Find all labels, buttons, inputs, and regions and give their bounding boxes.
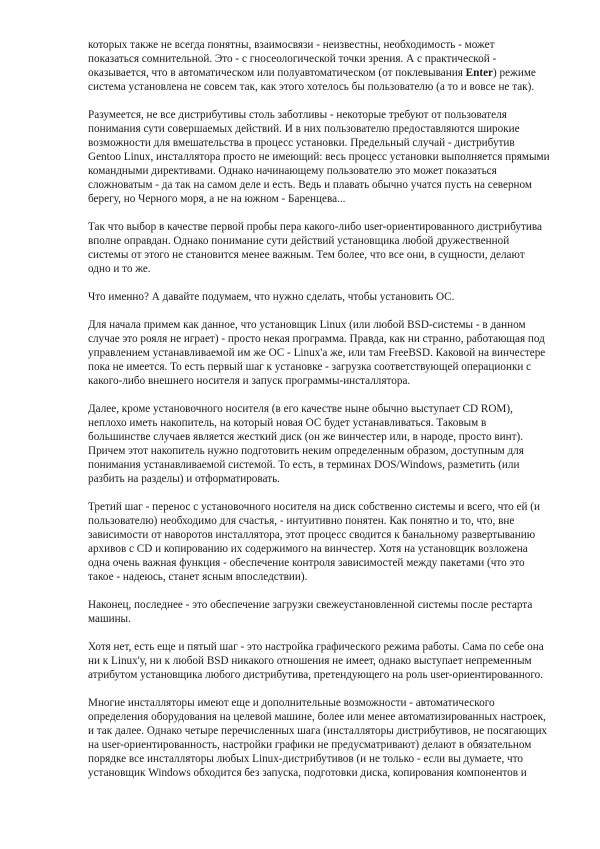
- text-line: [88, 598, 558, 612]
- text-line: [88, 668, 558, 682]
- text-segment: ) режиме: [493, 67, 536, 79]
- text-line: [88, 318, 558, 332]
- text-line: [88, 458, 558, 472]
- text-segment: понимания сути совершаемых действий. И в них пользователю предоставляются широкие: [88, 123, 520, 135]
- paragraph: [88, 500, 558, 584]
- text-segment: Так что выбор в качестве первой пробы пера какого-либо user-ориентированного дистрибутива: [88, 221, 542, 233]
- text-segment: которых также не всегда понятны, взаимосвязи - неизвестны, необходимость - может: [88, 39, 495, 51]
- text-segment: архивов с CD и копированию их содержимого на винчестер. Хотя на установщик возложена: [88, 543, 528, 555]
- text-segment: Третий шаг - перенос с установочного носителя на диск собственно системы и всего, что ей (и: [88, 501, 540, 513]
- text-line: [88, 66, 558, 80]
- text-segment: пока не имеется. То есть первый шаг к установке - загрузка соответствующей операционки с: [88, 361, 532, 373]
- text-segment: сложноватым - да так на самом деле и есть. Ведь и плавать обычно учатся пусть на северном: [88, 179, 533, 191]
- text-line: [88, 374, 558, 388]
- text-segment: одно и то же.: [88, 263, 151, 275]
- text-segment: Многие инсталляторы имеют еще и дополнительные возможности - автоматического: [88, 697, 495, 709]
- text-segment: оказывается, что в автоматическом или полуавтоматическом (от поклевывания: [88, 67, 466, 79]
- text-line: [88, 136, 558, 150]
- text-line: [88, 402, 558, 416]
- text-line: [88, 444, 558, 458]
- text-line: [88, 514, 558, 528]
- text-segment: Для начала примем как данное, что установщик Linux (или любой BSD-системы - в данном: [88, 319, 526, 331]
- paragraph: [88, 38, 558, 94]
- text-line: [88, 150, 558, 164]
- text-line: [88, 80, 558, 94]
- text-line: [88, 248, 558, 262]
- text-line: [88, 556, 558, 570]
- text-segment: Gentoo Linux, инсталлятора просто не имеющий: весь процесс установки выполняется прямыми: [88, 151, 550, 163]
- text-line: [88, 710, 558, 724]
- text-line: [88, 346, 558, 360]
- text-line: [88, 178, 558, 192]
- text-segment: машины.: [88, 613, 131, 625]
- text-line: [88, 262, 558, 276]
- text-segment: одна очень важная функция - обеспечение контроля зависимостей между пакетами (что это: [88, 557, 525, 569]
- text-line: [88, 122, 558, 136]
- text-segment: Наконец, последнее - это обеспечение загрузки свежеустановленной системы после рестарта: [88, 599, 533, 611]
- text-line: [88, 290, 558, 304]
- text-segment: система установлена не совсем так, как этого хотелось бы пользователю (а то и вовсе не так).: [88, 81, 535, 93]
- text-segment: Хотя нет, есть еще и пятый шаг - это настройка графического режима работы. Сама по себе она: [88, 641, 544, 653]
- text-line: [88, 654, 558, 668]
- text-line: [88, 528, 558, 542]
- text-line: [88, 192, 558, 206]
- text-segment: понимания устанавливаемой системой. То есть, в терминах DOS/Windows, разметить (или: [88, 459, 520, 471]
- text-segment: порядке все инсталляторы любых Linux-дистрибутивов (и не только - если вы думаете, что: [88, 753, 524, 765]
- text-segment: ни к Linux'у, ни к любой BSD никакого отношения не имеет, однако выступает непременным: [88, 655, 532, 667]
- text-segment: возможности для вмешательства в процесс установки. Предельный случай - дистрибутив: [88, 137, 515, 149]
- text-segment: пользователю) необходимо для счастья, - интуитивно понятен. Как понятно и то, что, вне: [88, 515, 515, 527]
- document-body: [88, 38, 558, 794]
- text-line: [88, 640, 558, 654]
- text-line: [88, 696, 558, 710]
- text-line: [88, 234, 558, 248]
- paragraph: [88, 402, 558, 486]
- text-segment: большинстве случаев является жесткий диск (он же винчестер или, в народе, просто винт).: [88, 431, 524, 443]
- text-line: [88, 738, 558, 752]
- text-segment: Далее, кроме установочного носителя (в его качестве ныне обычно выступает CD ROM),: [88, 403, 513, 415]
- text-segment: показаться сомнительной. Это - с гносеологической точки зрения. А с практической -: [88, 53, 497, 65]
- text-segment: Что именно? А давайте подумаем, что нужно сделать, чтобы установить ОС.: [88, 291, 455, 303]
- text-segment: вполне оправдан. Однако понимание сути действий установщика любой дружественной: [88, 235, 510, 247]
- text-line: [88, 500, 558, 514]
- text-line: [88, 766, 558, 780]
- text-segment: и так далее. Однако четыре перечисленных шага (инсталляторы дистрибутивов, не посягающих: [88, 725, 548, 737]
- text-segment: на user-ориентированность, настройки графики не предусматривают) делают в обязательном: [88, 739, 532, 751]
- text-segment: системы от этого не становится менее важным. Тем более, что все они, в сущности, делают: [88, 249, 525, 261]
- text-line: [88, 332, 558, 346]
- text-line: [88, 472, 558, 486]
- text-line: [88, 52, 558, 66]
- text-line: [88, 108, 558, 122]
- text-segment: установщик Windows обходится без запуска, подготовки диска, копирования компонентов и: [88, 767, 527, 779]
- text-segment: определения оборудования на целевой машине, более или менее автоматизированных настроек,: [88, 711, 546, 723]
- text-line: [88, 220, 558, 234]
- text-line: [88, 752, 558, 766]
- text-segment: атрибутом установщика любого дистрибутива, претендующего на роль user-ориентированного.: [88, 669, 544, 681]
- text-line: [88, 38, 558, 52]
- paragraph: [88, 220, 558, 276]
- text-line: [88, 164, 558, 178]
- paragraph: [88, 290, 558, 304]
- text-segment: такое - надеюсь, станет ясным впоследствии).: [88, 571, 308, 583]
- text-segment: неплохо иметь накопитель, на который новая ОС будет устанавливаться. Таковым в: [88, 417, 487, 429]
- bold-keyword: Enter: [465, 67, 494, 79]
- text-line: [88, 542, 558, 556]
- text-segment: зависимости от наворотов инсталлятора, этот процесс сводится к банальному развертыванию: [88, 529, 536, 541]
- text-segment: Причем этот накопитель нужно подготовить неким определенным образом, доступным для: [88, 445, 524, 457]
- text-segment: какого-либо внешнего носителя и запуск программы-инсталлятора.: [88, 375, 411, 387]
- text-segment: берегу, но Черного моря, а не на южном - Баренцева...: [88, 193, 346, 205]
- text-line: [88, 612, 558, 626]
- text-line: [88, 570, 558, 584]
- text-segment: Разумеется, не все дистрибутивы столь заботливы - некоторые требуют от пользователя: [88, 109, 507, 121]
- text-line: [88, 724, 558, 738]
- text-segment: разбить на разделы) и отформатировать.: [88, 473, 280, 485]
- paragraph: [88, 696, 558, 780]
- paragraph: [88, 108, 558, 206]
- paragraph: [88, 640, 558, 682]
- text-line: [88, 360, 558, 374]
- paragraph: [88, 318, 558, 388]
- text-segment: случае это рояля не играет) - просто некая программа. Правда, как ни странно, работающая под: [88, 333, 545, 345]
- text-segment: командными директивами. Однако начинающему пользователю это может показаться: [88, 165, 497, 177]
- paragraph: [88, 598, 558, 626]
- text-segment: управлением устанавливаемой им же ОС - Linux'а же, или там FreeBSD. Каковой на винчестере: [88, 347, 546, 359]
- text-line: [88, 416, 558, 430]
- text-line: [88, 430, 558, 444]
